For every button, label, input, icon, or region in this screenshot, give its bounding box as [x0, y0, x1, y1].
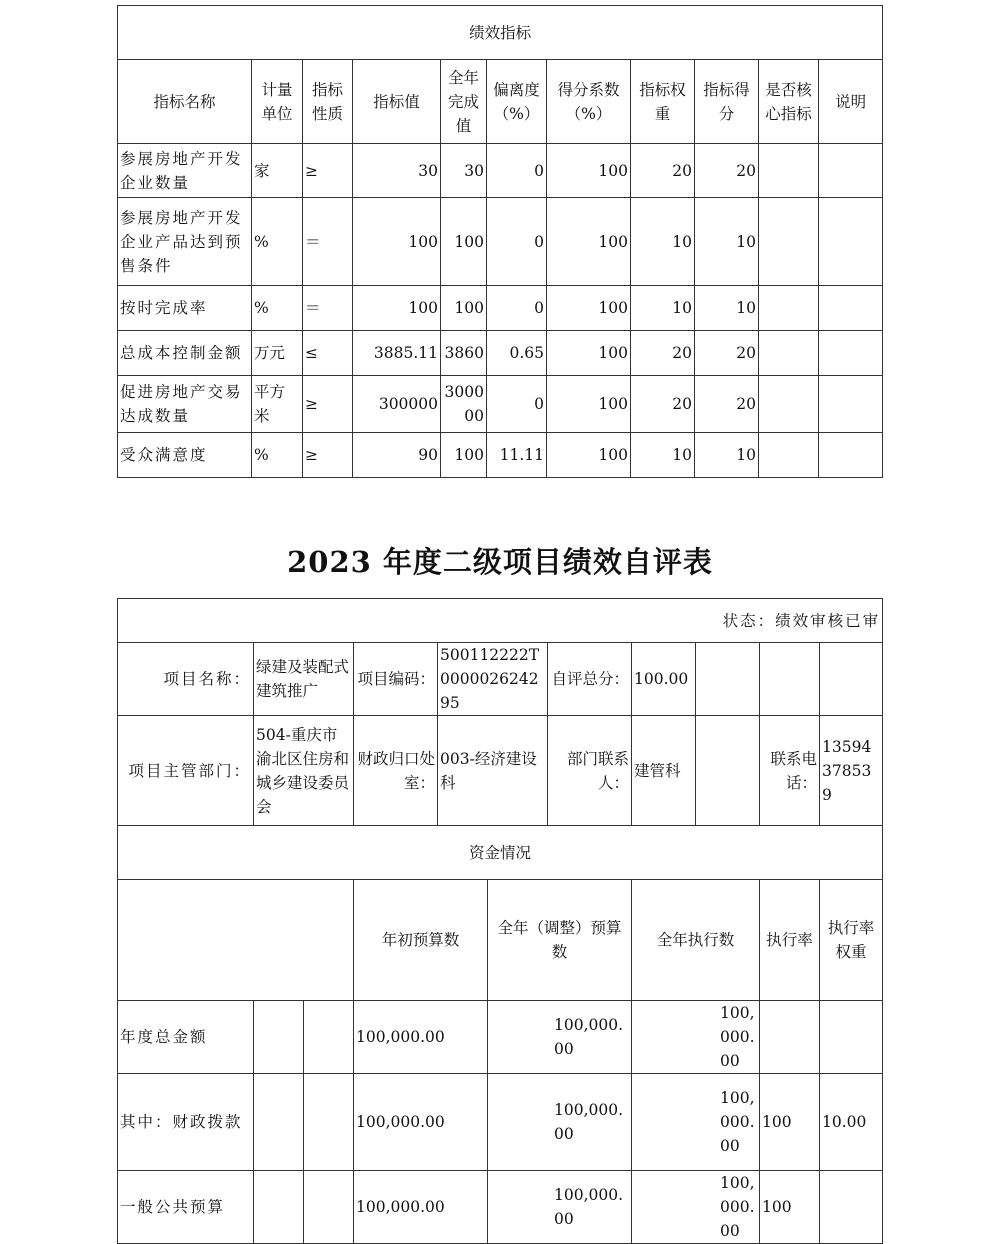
self-score: 100.00	[632, 643, 696, 716]
indicator-core	[759, 376, 819, 433]
indicator-name: 受众满意度	[118, 433, 252, 478]
table-row	[118, 198, 883, 286]
header-weight: 指标权重	[631, 60, 695, 144]
funds-row-label: 年度总金额	[118, 1001, 254, 1074]
indicator-actual: 100	[441, 433, 487, 478]
indicator-weight: 20	[631, 376, 695, 433]
indicator-weight: 10	[631, 286, 695, 331]
indicator-coef: 100	[547, 376, 631, 433]
indicator-unit: %	[252, 198, 303, 286]
indicator-deviation: 0	[487, 376, 547, 433]
indicator-unit: %	[252, 433, 303, 478]
rate-weight	[820, 1171, 883, 1244]
indicator-weight: 10	[631, 433, 695, 478]
table-row	[118, 1074, 883, 1171]
adjusted-budget: 100,000.00	[488, 1001, 632, 1074]
indicator-note	[819, 144, 883, 198]
project-name-label: 项目名称：	[118, 643, 254, 716]
header-core: 是否核心指标	[759, 60, 819, 144]
funds-row-label: 其中：财政拨款	[118, 1074, 254, 1171]
finance-office-label: 财政归口处室：	[354, 716, 438, 826]
project-name: 绿建及装配式建筑推广	[254, 643, 354, 716]
indicator-weight: 20	[631, 331, 695, 376]
indicator-actual: 100	[441, 286, 487, 331]
indicator-unit: 万元	[252, 331, 303, 376]
indicator-weight: 10	[631, 198, 695, 286]
performance-indicator-table	[117, 5, 883, 478]
indicator-score: 20	[695, 144, 759, 198]
table-row	[118, 331, 883, 376]
indicator-score: 10	[695, 433, 759, 478]
header-actual-value: 全年完成值	[441, 60, 487, 144]
header-nature: 指标性质	[303, 60, 353, 144]
indicator-deviation: 0	[487, 144, 547, 198]
rate-weight	[820, 1001, 883, 1074]
indicator-deviation: 0	[487, 286, 547, 331]
indicator-note	[819, 331, 883, 376]
indicator-score: 10	[695, 198, 759, 286]
indicator-unit: %	[252, 286, 303, 331]
dept-label: 项目主管部门：	[118, 716, 254, 826]
header-unit: 计量单位	[252, 60, 303, 144]
header-exec-rate: 执行率	[760, 880, 820, 1001]
exec-rate: 100	[760, 1074, 820, 1171]
project-code-label: 项目编码：	[354, 643, 438, 716]
indicator-nature: ＝	[303, 286, 353, 331]
exec-rate	[760, 1001, 820, 1074]
contact: 建管科	[632, 716, 696, 826]
project-evaluation-table	[117, 598, 883, 1244]
executed-amount: 100,000.00	[632, 1074, 760, 1171]
indicator-value: 100	[353, 198, 441, 286]
indicator-score: 20	[695, 376, 759, 433]
table-row	[118, 1171, 883, 1244]
initial-budget: 100,000.00	[354, 1001, 488, 1074]
phone-label: 联系电话：	[760, 716, 820, 826]
initial-budget: 100,000.00	[354, 1074, 488, 1171]
header-score-coef: 得分系数（%）	[547, 60, 631, 144]
indicator-value: 30	[353, 144, 441, 198]
indicator-unit: 家	[252, 144, 303, 198]
header-initial-budget: 年初预算数	[354, 880, 488, 1001]
indicator-weight: 20	[631, 144, 695, 198]
indicator-coef: 100	[547, 198, 631, 286]
table-row	[118, 376, 883, 433]
indicator-name: 按时完成率	[118, 286, 252, 331]
table-row	[118, 1001, 883, 1074]
header-rate-weight: 执行率权重	[820, 880, 883, 1001]
indicator-value: 300000	[353, 376, 441, 433]
header-note: 说明	[819, 60, 883, 144]
header-deviation: 偏离度（%）	[487, 60, 547, 144]
indicator-deviation: 11.11	[487, 433, 547, 478]
header-target-value: 指标值	[353, 60, 441, 144]
indicator-core	[759, 286, 819, 331]
indicator-score: 20	[695, 331, 759, 376]
funds-title: 资金情况	[118, 826, 883, 880]
executed-amount: 100,000.00	[632, 1001, 760, 1074]
indicator-coef: 100	[547, 144, 631, 198]
indicator-value: 100	[353, 286, 441, 331]
indicator-core	[759, 144, 819, 198]
indicator-coef: 100	[547, 331, 631, 376]
self-score-label: 自评总分：	[548, 643, 632, 716]
indicator-value: 3885.11	[353, 331, 441, 376]
indicator-actual: 30	[441, 144, 487, 198]
indicator-note	[819, 433, 883, 478]
indicator-actual: 300000	[441, 376, 487, 433]
phone: 13594378539	[820, 716, 883, 826]
finance-office: 003-经济建设科	[438, 716, 548, 826]
executed-amount: 100,000.00	[632, 1171, 760, 1244]
indicator-value: 90	[353, 433, 441, 478]
project-code: 500112222T000002624295	[438, 643, 548, 716]
section-title: 绩效指标	[118, 6, 883, 60]
indicator-nature: ≥	[303, 376, 353, 433]
adjusted-budget: 100,000.00	[488, 1171, 632, 1244]
indicator-coef: 100	[547, 286, 631, 331]
header-adjusted-budget: 全年（调整）预算数	[488, 880, 632, 1001]
indicator-deviation: 0.65	[487, 331, 547, 376]
indicator-actual: 100	[441, 198, 487, 286]
indicator-name: 参展房地产开发企业数量	[118, 144, 252, 198]
indicator-note	[819, 286, 883, 331]
indicator-score: 10	[695, 286, 759, 331]
exec-rate: 100	[760, 1171, 820, 1244]
indicator-core	[759, 198, 819, 286]
table-row	[118, 286, 883, 331]
indicator-nature: ≥	[303, 144, 353, 198]
indicator-name: 促进房地产交易达成数量	[118, 376, 252, 433]
table-row	[118, 433, 883, 478]
page-title: 2023 年度二级项目绩效自评表	[287, 545, 713, 579]
contact-label: 部门联系人：	[548, 716, 632, 826]
header-indicator-name: 指标名称	[118, 60, 252, 144]
header-score: 指标得分	[695, 60, 759, 144]
indicator-deviation: 0	[487, 198, 547, 286]
indicator-nature: ＝	[303, 198, 353, 286]
dept: 504-重庆市渝北区住房和城乡建设委员会	[254, 716, 354, 826]
indicator-note	[819, 198, 883, 286]
indicator-coef: 100	[547, 433, 631, 478]
status-text: 状态：绩效审核已审	[118, 599, 883, 643]
funds-row-label: 一般公共预算	[118, 1171, 254, 1244]
indicator-name: 总成本控制金额	[118, 331, 252, 376]
indicator-core	[759, 433, 819, 478]
indicator-unit: 平方米	[252, 376, 303, 433]
indicator-core	[759, 331, 819, 376]
rate-weight: 10.00	[820, 1074, 883, 1171]
adjusted-budget: 100,000.00	[488, 1074, 632, 1171]
header-executed: 全年执行数	[632, 880, 760, 1001]
indicator-nature: ≥	[303, 433, 353, 478]
indicator-actual: 3860	[441, 331, 487, 376]
indicator-name: 参展房地产开发企业产品达到预售条件	[118, 198, 252, 286]
table-row	[118, 144, 883, 198]
indicator-nature: ≤	[303, 331, 353, 376]
initial-budget: 100,000.00	[354, 1171, 488, 1244]
indicator-note	[819, 376, 883, 433]
